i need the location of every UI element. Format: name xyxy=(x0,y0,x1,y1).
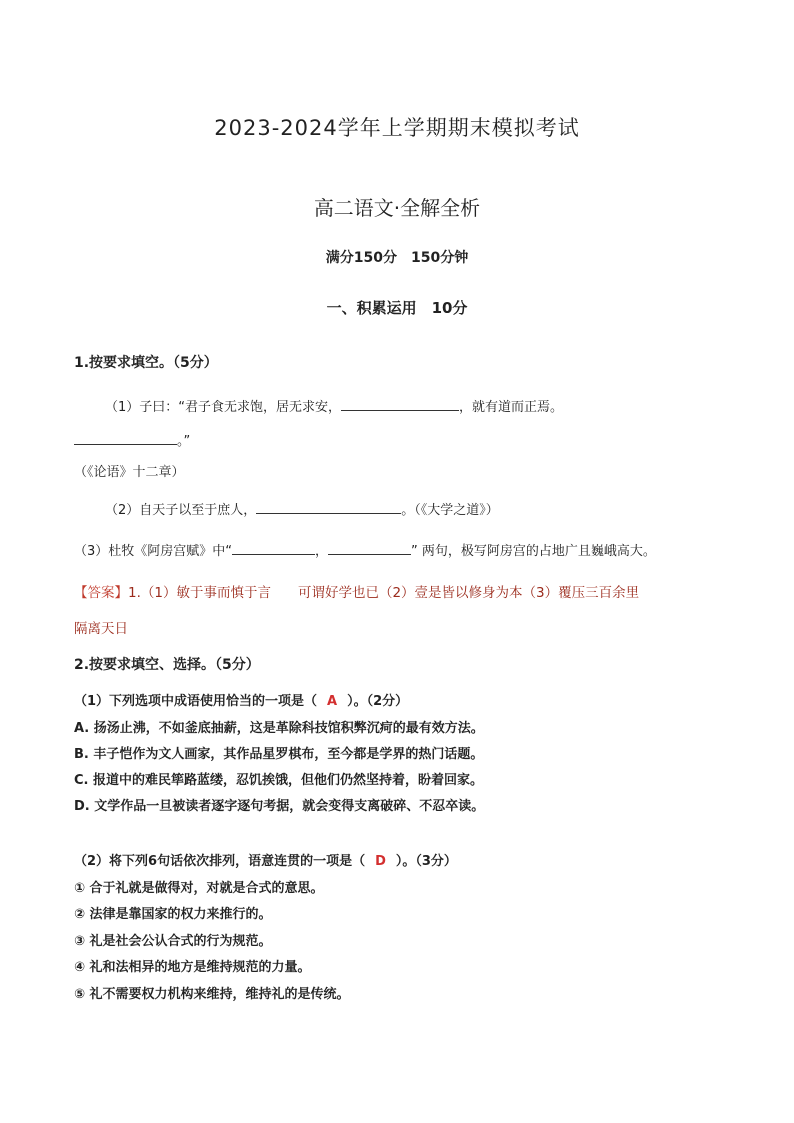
section-heading: 一、积累运用 10分 xyxy=(326,299,468,317)
q2-sub1-prefix: （1）下列选项中成语使用恰当的一项是（ xyxy=(74,694,318,709)
answer-tag: 【答案】 xyxy=(74,585,128,601)
page-title: 2023-2024学年上学期期末模拟考试 xyxy=(214,116,580,140)
q1-item1-text-a: （1）子曰：“君子食无求饱，居无求安， xyxy=(105,400,342,415)
q2-sub1-answer: A xyxy=(327,694,338,709)
q2-sub2-answer: D xyxy=(375,854,386,869)
page-subtitle: 高二语文·全解全析 xyxy=(313,196,481,220)
fill-blank[interactable] xyxy=(328,541,411,555)
fill-blank[interactable] xyxy=(232,541,315,555)
q1-item1-line xyxy=(105,396,563,415)
fill-blank[interactable] xyxy=(256,500,401,514)
option-d: D. 文学作品一旦被读者逐字逐句考据，就会变得支离破碎、不忍卒读。 xyxy=(74,799,485,814)
q1-answer-line2: 隔离天日 xyxy=(74,621,128,637)
q2-sub1-suffix: ）。（2分） xyxy=(347,694,409,709)
q1-item3-line xyxy=(74,540,656,559)
q1-answer-line1 xyxy=(74,581,639,601)
sentence-3: ③ 礼是社会公认合式的行为规范。 xyxy=(74,934,272,949)
score-info: 满分150分 150分钟 xyxy=(325,250,469,266)
sentence-5: ⑤ 礼不需要权力机构来维持，维持礼的是传统。 xyxy=(74,987,350,1002)
q1-item3-text-b: ， xyxy=(315,544,329,559)
sentence-2: ② 法律是靠国家的权力来推行的。 xyxy=(74,907,272,922)
q2-sub2-suffix: ）。（3分） xyxy=(395,854,457,869)
q2-sub1-stem xyxy=(74,690,408,709)
question-2-heading: 2.按要求填空、选择。（5分） xyxy=(74,657,260,673)
q1-item1-line2 xyxy=(74,430,190,449)
q1-item2-text-a: （2）自天子以至于庶人， xyxy=(105,503,257,518)
q1-item1-text-c: 。” xyxy=(177,434,191,449)
option-b: B. 丰子恺作为文人画家，其作品星罗棋布，至今都是学界的热门话题。 xyxy=(74,747,484,762)
question-1-heading: 1.按要求填空。（5分） xyxy=(74,355,218,371)
fill-blank[interactable] xyxy=(341,397,459,411)
q1-item2-line xyxy=(105,499,499,518)
fill-blank[interactable] xyxy=(74,431,177,445)
q1-item3-text-c: ” 两句，极写阿房宫的占地广且巍峨高大。 xyxy=(411,544,656,559)
option-c: C. 报道中的难民筚路蓝缕，忍饥挨饿，但他们仍然坚持着，盼着回家。 xyxy=(74,773,484,788)
option-a: A. 扬汤止沸，不如釜底抽薪，这是革除科技馆积弊沉疴的最有效方法。 xyxy=(74,721,484,736)
answer-text: 1.（1）敏于事而慎于言 可谓好学也已（2）壹是皆以修身为本（3）覆压三百余里 xyxy=(128,585,640,601)
q2-sub2-prefix: （2）将下列6句话依次排列，语意连贯的一项是（ xyxy=(74,854,366,869)
q1-item2-text-b: 。（《大学之道》） xyxy=(401,503,499,518)
sentence-1: ① 合于礼就是做得对，对就是合式的意思。 xyxy=(74,881,324,896)
q2-sub2-stem xyxy=(74,850,457,869)
sentence-4: ④ 礼和法相异的地方是维持规范的力量。 xyxy=(74,960,311,975)
q1-item1-source: （《论语》十二章） xyxy=(74,465,185,480)
q1-item1-text-b: ，就有道而正焉。 xyxy=(459,400,564,415)
q1-item3-text-a: （3）杜牧《阿房宫赋》中“ xyxy=(74,544,233,559)
